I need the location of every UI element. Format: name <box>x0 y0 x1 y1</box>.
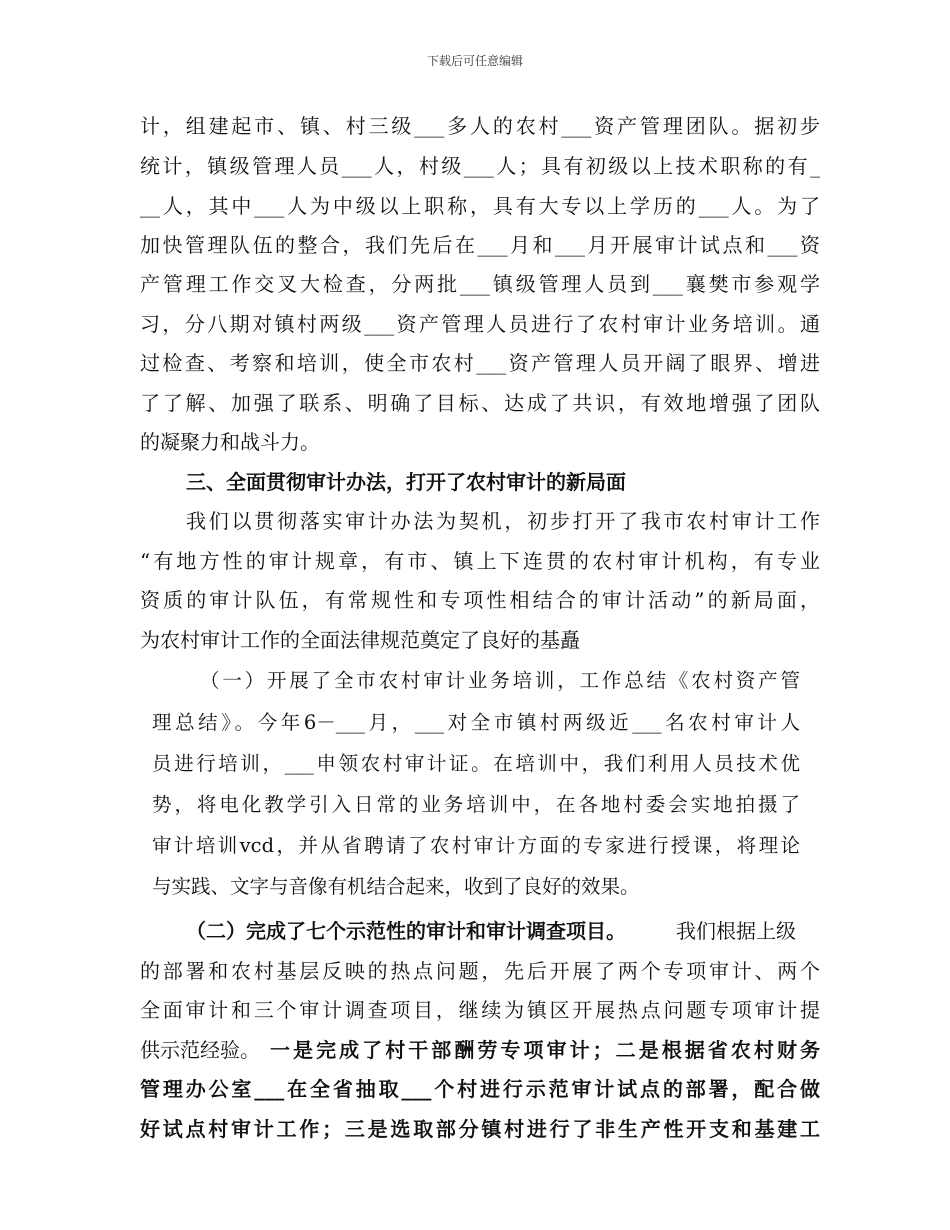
bold-line: 一是完成了村干部酬劳专项审计；二是根据省农村财务 <box>270 1038 820 1062</box>
paragraph-line: 的凝聚力和战斗力。 <box>140 430 320 454</box>
paragraph-line: 员进行培训，___申领农村审计证。在培训中，我们利用人员技术优 <box>152 752 800 775</box>
bold-line: 好试点村审计工作；三是选取部分镇村进行了非生产性开支和基建工 <box>140 1117 820 1141</box>
paragraph-line: __人，其中___人为中级以上职称，具有大专以上学历的___人。为了 <box>140 194 820 218</box>
section-heading: 三、全面贯彻审计办法，打开了农村审计的新局面 <box>186 470 626 494</box>
paragraph-line: 的部署和农村基层反映的热点问题，先后开展了两个专项审计、两个 <box>140 959 820 983</box>
paragraph-line: 势，将电化教学引入日常的业务培训中，在各地村委会实地拍摄了 <box>152 793 800 816</box>
paragraph-line: 我们以贯彻落实审计办法为契机，初步打开了我市农村审计工作 <box>186 509 820 533</box>
paragraph-line: 习，分八期对镇村两级___资产管理人员进行了农村审计业务培训。通 <box>140 312 820 336</box>
paragraph-line: 资质的审计队伍，有常规性和专项性相结合的审计活动”的新局面， <box>140 588 820 612</box>
paragraph-line: （一）开展了全市农村审计业务培训，工作总结《农村资产管 <box>200 669 800 692</box>
bold-line: 管理办公室___在全省抽取___个村进行示范审计试点的部署，配合做 <box>140 1077 820 1101</box>
paragraph-line: 与实践、文字与音像有机结合起来，收到了良好的效果。 <box>152 875 640 898</box>
subsection-heading: （二）完成了七个示范性的审计和审计调查项目。 <box>186 919 626 943</box>
paragraph-line: 供示范经验。 <box>140 1038 260 1062</box>
paragraph-line: 全面审计和三个审计调查项目，继续为镇区开展热点问题专项审计提 <box>140 998 820 1022</box>
page-header: 下载后可任意编辑 <box>426 54 523 68</box>
paragraph-line: 审计培训vcd，并从省聘请了农村审计方面的专家进行授课，将理论 <box>152 834 800 857</box>
paragraph-line: 统计，镇级管理人员___人，村级___人；具有初级以上技术职称的有_ <box>140 154 820 178</box>
paragraph-line: 理总结》。今年6－___月，___对全市镇村两级近___名农村审计人 <box>152 711 800 734</box>
paragraph-line: 了了解、加强了联系、明确了目标、达成了共识，有效地增强了团队 <box>140 391 820 415</box>
paragraph-line: 过检查、考察和培训，使全市农村___资产管理人员开阔了眼界、增进 <box>140 351 820 375</box>
paragraph-line: 我们根据上级 <box>676 919 796 943</box>
paragraph-line: 计，组建起市、镇、村三级___多人的农村___资产管理团队。据初步 <box>140 114 820 138</box>
paragraph-line: 产管理工作交叉大检查，分两批___镇级管理人员到___襄樊市参观学 <box>140 272 820 296</box>
paragraph-line: “有地方性的审计规章，有市、镇上下连贯的农村审计机构，有专业 <box>140 549 820 573</box>
paragraph-line: 为农村审计工作的全面法律规范奠定了良好的基矗 <box>140 628 580 652</box>
paragraph-line: 加快管理队伍的整合，我们先后在___月和___月开展审计试点和___资 <box>140 233 820 257</box>
